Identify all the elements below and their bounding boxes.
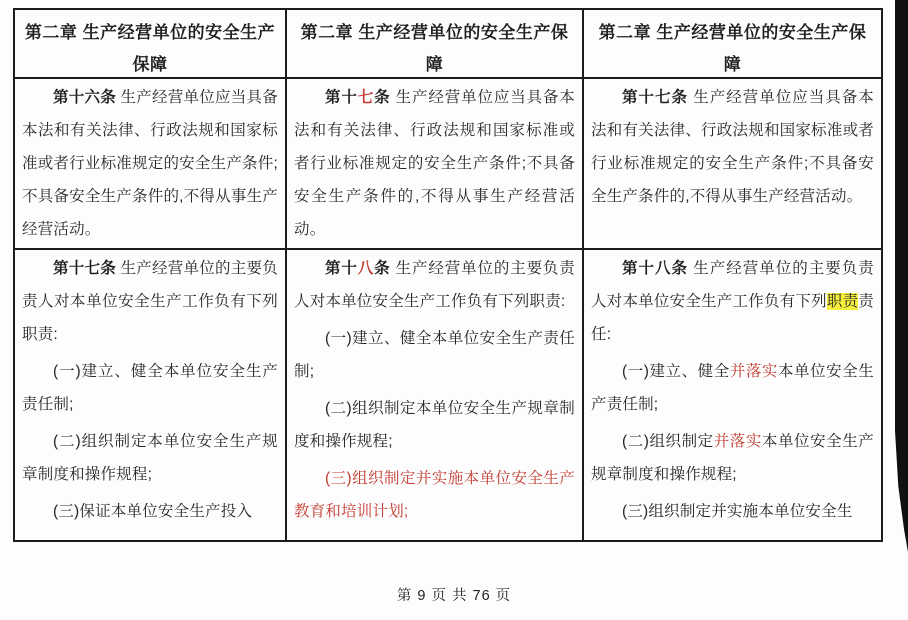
text-segment-red: 并落实 xyxy=(729,363,778,380)
article-list-item xyxy=(22,425,278,491)
article-paragraph xyxy=(591,81,874,213)
text-segment: 生产经营单位应当具备本法和有关法律、行政法规和国家标准或者行业标准规定的安全生产条件;不具备安全生产条件的,不得从事生产经营活动。 xyxy=(22,89,278,238)
text-segment-bold: 条 xyxy=(374,89,391,106)
text-segment: 生产经营单位应当具备本法和有关法律、行政法规和国家标准或者行业标准规定的安全生产条件;不具备安全生产条件的,不得从事生产经营活动。 xyxy=(294,89,576,238)
column-header-2014-law: 第二章 生产经营单位的安全生产保障 xyxy=(287,10,584,79)
article-list-item xyxy=(591,495,874,528)
text-segment-bold: 第十八条 xyxy=(622,260,688,277)
text-segment-bold: 第十 xyxy=(325,89,358,106)
text-segment-bold: 第十 xyxy=(325,260,358,277)
article-paragraph xyxy=(294,81,575,246)
text-segment: 生产经营单位的主要负责人对本单位安全生产工作负有下列 xyxy=(591,260,874,310)
article-list-item xyxy=(22,495,278,528)
text-segment-red: 并落实 xyxy=(713,433,762,450)
page-number-footer: 第 9 页 共 76 页 xyxy=(396,588,512,604)
text-segment: 生产经营单位的主要负责人对本单位安全生产工作负有下列职责: xyxy=(22,260,278,343)
article-cell-2014-law-row1 xyxy=(287,79,584,250)
text-segment: (一)建立、健全本单位安全生产责任制; xyxy=(294,330,575,380)
article-paragraph xyxy=(591,252,874,351)
article-list-item xyxy=(22,355,278,421)
text-segment: 本单位安全生产规章制度和操作规程; xyxy=(591,433,874,483)
text-segment-bold-red: 八 xyxy=(357,260,375,277)
text-segment-highlight: 职责 xyxy=(826,293,859,310)
text-segment: (一)建立、健全 xyxy=(622,363,730,380)
text-segment: (二)组织制定本单位安全生产规章制度和操作规程; xyxy=(294,400,575,450)
column-header-old-law: 第二章 生产经营单位的安全生产保障 xyxy=(15,10,287,79)
article-list-item xyxy=(294,392,575,458)
text-segment-bold: 第十七条 xyxy=(53,260,116,277)
article-paragraph xyxy=(22,81,278,246)
text-segment: (二)组织制定本单位安全生产规章制度和操作规程; xyxy=(22,433,278,483)
text-segment-red: (三)组织制定并实施本单位安全生产教育和培训计划; xyxy=(294,470,575,520)
text-segment: (二)组织制定 xyxy=(622,433,714,450)
text-segment: (一)建立、健全本单位安全生产责任制; xyxy=(22,363,278,413)
article-cell-old-law-row2 xyxy=(15,250,287,540)
article-cell-2014-law-row2 xyxy=(287,250,584,540)
scan-edge-artifact xyxy=(895,0,908,552)
column-header-2021-law: 第二章 生产经营单位的安全生产保障 xyxy=(584,10,881,79)
text-segment: 责任: xyxy=(591,293,874,343)
article-cell-2021-law-row1 xyxy=(584,79,881,250)
text-segment-bold: 第十七条 xyxy=(622,89,688,106)
law-comparison-table xyxy=(13,8,883,542)
article-paragraph xyxy=(294,252,575,318)
article-list-item xyxy=(591,425,874,491)
text-segment: (三)保证本单位安全生产投入 xyxy=(53,503,253,520)
text-segment-bold: 条 xyxy=(374,260,391,277)
article-cell-2021-law-row2 xyxy=(584,250,881,540)
text-segment-bold-red: 七 xyxy=(357,89,375,106)
text-segment: 生产经营单位的主要负责人对本单位安全生产工作负有下列职责: xyxy=(294,260,576,310)
article-cell-old-law-row1 xyxy=(15,79,287,250)
text-segment: 生产经营单位应当具备本法和有关法律、行政法规和国家标准或者行业标准规定的安全生产条件;不具备安全生产条件的,不得从事生产经营活动。 xyxy=(591,89,874,205)
text-segment-bold: 第十六条 xyxy=(53,89,116,106)
article-paragraph xyxy=(22,252,278,351)
text-segment: 本单位安全生产责任制; xyxy=(591,363,874,413)
article-list-item xyxy=(591,355,874,421)
article-list-item xyxy=(294,462,575,528)
article-list-item xyxy=(294,322,575,388)
text-segment: (三)组织制定并实施本单位安全生 xyxy=(622,503,853,520)
